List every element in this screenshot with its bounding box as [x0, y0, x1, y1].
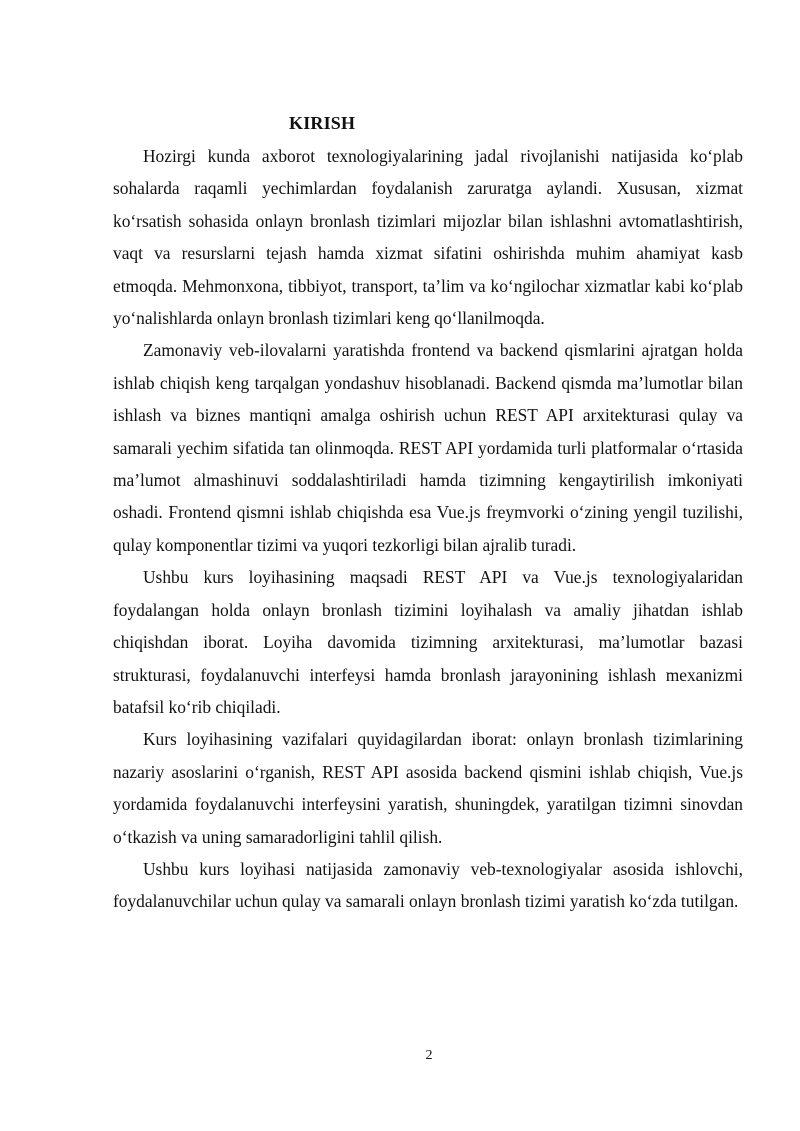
paragraph-5: Ushbu kurs loyihasi natijasida zamonaviy veb-texnologiyalar asosida ishlovchi, foydalanuvchilar uchun qulay va samarali onlayn bronlash tizimi yaratish ko‘zda tutilgan.	[113, 858, 743, 912]
section-heading: KIRISH	[289, 113, 356, 133]
paragraph-3: Ushbu kurs loyihasining maqsadi REST API va Vue.js texnologiyalaridan foydalangan holda onlayn bronlash tizimini loyihalash va amaliy jihatdan ishlab chiqishdan iborat. Loyiha davomida tizimning arxitekturasi, ma’lumotlar bazasi strukturasi, foydalanuvchi interfeysi hamda bronlash jarayonining ishlash mexanizmi batafsil ko‘rib chiqiladi.	[113, 567, 743, 717]
paragraph-2: Zamonaviy veb-ilovalarni yaratishda frontend va backend qismlarini ajratgan holda ishlab chiqish keng tarqalgan yondashuv hisoblanadi. Backend qismda ma’lumotlar bilan ishlash va biznes mantiqni amalga oshirish uchun REST API arxitekturasi qulay va samarali yechim sifatida tan olinmoqda. REST API yordamida turli platformalar o‘rtasida ma’lumot almashinuvi soddalashtiriladi hamda tizimning kengaytirilish imkoniyati oshadi. Frontend qismni ishlab chiqishda esa Vue.js freymvorki o‘zining yengil tuzilishi, qulay komponentlar tizimi va yuqori tezkorligi bilan ajralib turadi.	[113, 340, 743, 555]
page-number: 2	[425, 1048, 433, 1063]
paragraph-4: Kurs loyihasining vazifalari quyidagilardan iborat: onlayn bronlash tizimlarining nazariy asoslarini o‘rganish, REST API asosida backend qismini ishlab chiqish, Vue.js yordamida foydalanuvchi interfeysini yaratish, shuningdek, yaratilgan tizimni sinovdan o‘tkazish va uning samaradorligini tahlil qilish.	[113, 729, 743, 847]
paragraph-1: Hozirgi kunda axborot texnologiyalarining jadal rivojlanishi natijasida ko‘plab sohalarda raqamli yechimlardan foydalanish zaruratga aylandi. Xususan, xizmat ko‘rsatish sohasida onlayn bronlash tizimlari mijozlar bilan ishlashni avtomatlashtirish, vaqt va resurslarni tejash hamda xizmat sifatini oshirishda muhim ahamiyat kasb etmoqda. Mehmonxona, tibbiyot, transport, ta’lim va ko‘ngilochar xizmatlar kabi ko‘plab yo‘nalishlarda onlayn bronlash tizimlari keng qo‘llanilmoqda.	[113, 146, 743, 329]
body-text	[113, 140, 743, 918]
